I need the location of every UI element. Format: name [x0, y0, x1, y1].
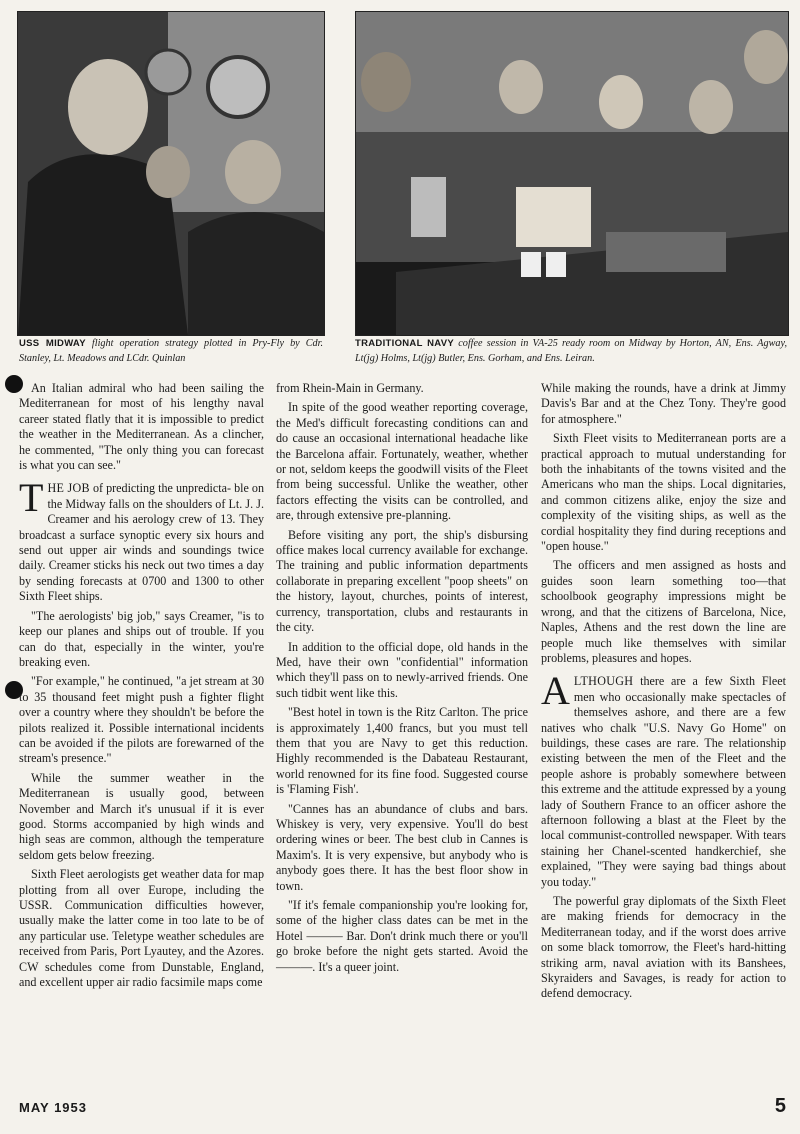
paragraph: While the summer weather in the Mediterranean is usually good, between November and March it's unusual if it is ever good. Storms accompanied by high winds and high seas are common, although the temperature seldom gets below freezing.	[19, 770, 264, 862]
paragraph-dropcap	[541, 668, 786, 890]
caption-left	[19, 336, 323, 366]
article-column-2	[276, 381, 528, 979]
paragraph: Sixth Fleet aerologists get weather data for map plotting from all over Europe, including the USSR. Communication difficulties however, usually make the latter come in too late to be of any particular use. Teletype weather schedules are received from Paris, Port Lyautey, and the Azores. CW schedules come from Dunstable, England, and excellent upper air radio facsimile maps come	[19, 867, 264, 990]
small-caps-lead: LTHOUGH	[573, 674, 634, 689]
paragraph: from Rhein-Main in Germany.	[276, 381, 424, 395]
paragraph: "The aerologists' big job," says Creamer, "is to keep our planes and ships out of trouble. If you can do that, especially in the winter, you're breaking even.	[19, 608, 264, 669]
article-column-1	[19, 381, 264, 994]
caption-left-text: flight operation strategy plotted in Pry-Fly by Cdr. Stanley, Lt. Meadows and LCdr. Quinlan	[19, 338, 324, 364]
paragraph: In addition to the official dope, old hands in the Med, have their own "confidential" information which they'll pass on to newly-arrived friends. One such tidbit went like this.	[276, 639, 528, 700]
caption-right	[355, 336, 787, 366]
paragraph: "Best hotel in town is the Ritz Carlton. The price is approximately 1,400 francs, but you must tell them that you are Navy to get this reduction. Highly recommended is the Dabateau Restaurant, world renowned for its fine food. Suggested course is 'Flaming Fish'.	[276, 705, 528, 797]
page-number: 5	[774, 1095, 786, 1117]
paragraph: An Italian admiral who had been sailing the Mediterranean for most of his lengthy naval career stated flatly that it is impossible to predict the weather in the Mediterranean. As a clincher, he commented, "The only thing you can forecast is what you can see."	[19, 381, 264, 473]
photo-uss-midway-pry-fly	[17, 11, 325, 336]
article-column-3	[541, 381, 786, 1006]
paragraph-start: of predicting the unpredicta-	[89, 481, 232, 496]
paragraph: The powerful gray diplomats of the Sixth Fleet are making friends for democracy in the Mediterranean today, and if the worst does arrive on some black tomorrow, the Fleet's hard-hitting striking arm, naval aviation with its Banshees, Skyraiders and Savages, is ready for action to defend democracy.	[541, 894, 786, 1001]
paragraph: While making the rounds, have a drink at Jimmy Davis's Bar and at the Chez Tony. They're good for atmosphere."	[541, 381, 786, 426]
small-caps-lead: HE JOB	[47, 481, 90, 496]
caption-left-lead: USS MIDWAY	[19, 338, 86, 349]
issue-date: MAY 1953	[19, 1100, 87, 1115]
paragraph: In spite of the good weather reporting coverage, the Med's difficult forecasting conditions can and do cause an occasional international headache like the Barcelona affair. Fortunately, weather, whether or not, seldom keeps the goodwill visits of the Fleet from being successful. Unlike the weather, other factors effecting the visits can be controlled, and are, through extensive pre-planning.	[276, 400, 528, 523]
paragraph-rest: ble on the Midway falls on the shoulders of Lt. J. J. Creamer and his aerology crew of 13. They broadcast a surface synoptic every six hours and send out upper air winds and soundings twice daily. Creamer sticks his neck out two times a day by sending forecasts at 0700 and 1300 to other Sixth Fleet ships.	[19, 481, 265, 604]
paragraph-dropcap	[19, 475, 265, 604]
paragraph: Sixth Fleet visits to Mediterranean ports are a practical approach to mutual understanding for both the inhabitants of the towns visited and the Americans who man the ships. Local dignitaries, and common citizens alike, enjoy the size and complexity of the visiting ships, as well as the cordial hospitality they find during receptions and "open house."	[541, 431, 786, 554]
paragraph: The officers and men assigned as hosts and guides soon learn something too—that schoolbook geography impressions might be wrong, and that the citizens of Barcelona, Nice, Naples, Athens and the rest down the line are people much like themselves with similar problems, pleasures and hopes.	[541, 558, 786, 665]
caption-right-text: coffee session in VA-25 ready room on Midway by Horton, AN, Ens. Agway, Lt(jg) Holms, Lt(jg) Butler, Ens. Gorham, and Ens. Leiran.	[355, 338, 788, 364]
paragraph: Before visiting any port, the ship's disbursing office makes local currency available for exchange. The training and public information departments collaborate in preparing excellent "poop sheets" on the history, layout, churches, points of interest, currency, transportation, clubs and restaurants in the city.	[276, 527, 528, 635]
paragraph: "For example," he continued, "a jet stream at 30 to 35 thousand feet might push a fighter flight over a country where they shouldn't be before the pilots realized it. Possible international incidents can be avoided if the pilots are forewarned of the stream's presence."	[19, 674, 264, 766]
photo-coffee-session	[355, 11, 789, 336]
drop-cap: A	[541, 668, 570, 714]
caption-right-lead: TRADITIONAL NAVY	[355, 338, 455, 349]
drop-cap: T	[19, 475, 44, 521]
paragraph: "Cannes has an abundance of clubs and bars. Whiskey is very, very expensive. You'll do best ordering wines or beer. The best club in Cannes is Maxim's. It is very expensive, but anybody who is anybody goes there. It has the best floor show in town.	[276, 801, 528, 893]
paragraph-rest: there are a few Sixth Fleet men who occasionally make spectacles of themselves ashore, and there are a few natives who chalk "U.S. Navy Go Home" on buildings, these cases are rare. The relationship existing between the men of the Fleet and the people ashore is probably somewhere between this extreme and the attitude expressed by a young lady of Southern France to an officer ashore the afternoon following a blast at the Fleet by the local communist-controlled newspaper. With tears staining her Chanel-scented handkerchief, she explained, "They were saying bad things about you today."	[541, 674, 786, 889]
paragraph: "If it's female companionship you're looking for, some of the higher class dates can be met in the Hotel ——— Bar. Don't drink much there or you'll go broke before the night gets started. Avoid the ———. It's a queer joint.	[276, 898, 528, 974]
